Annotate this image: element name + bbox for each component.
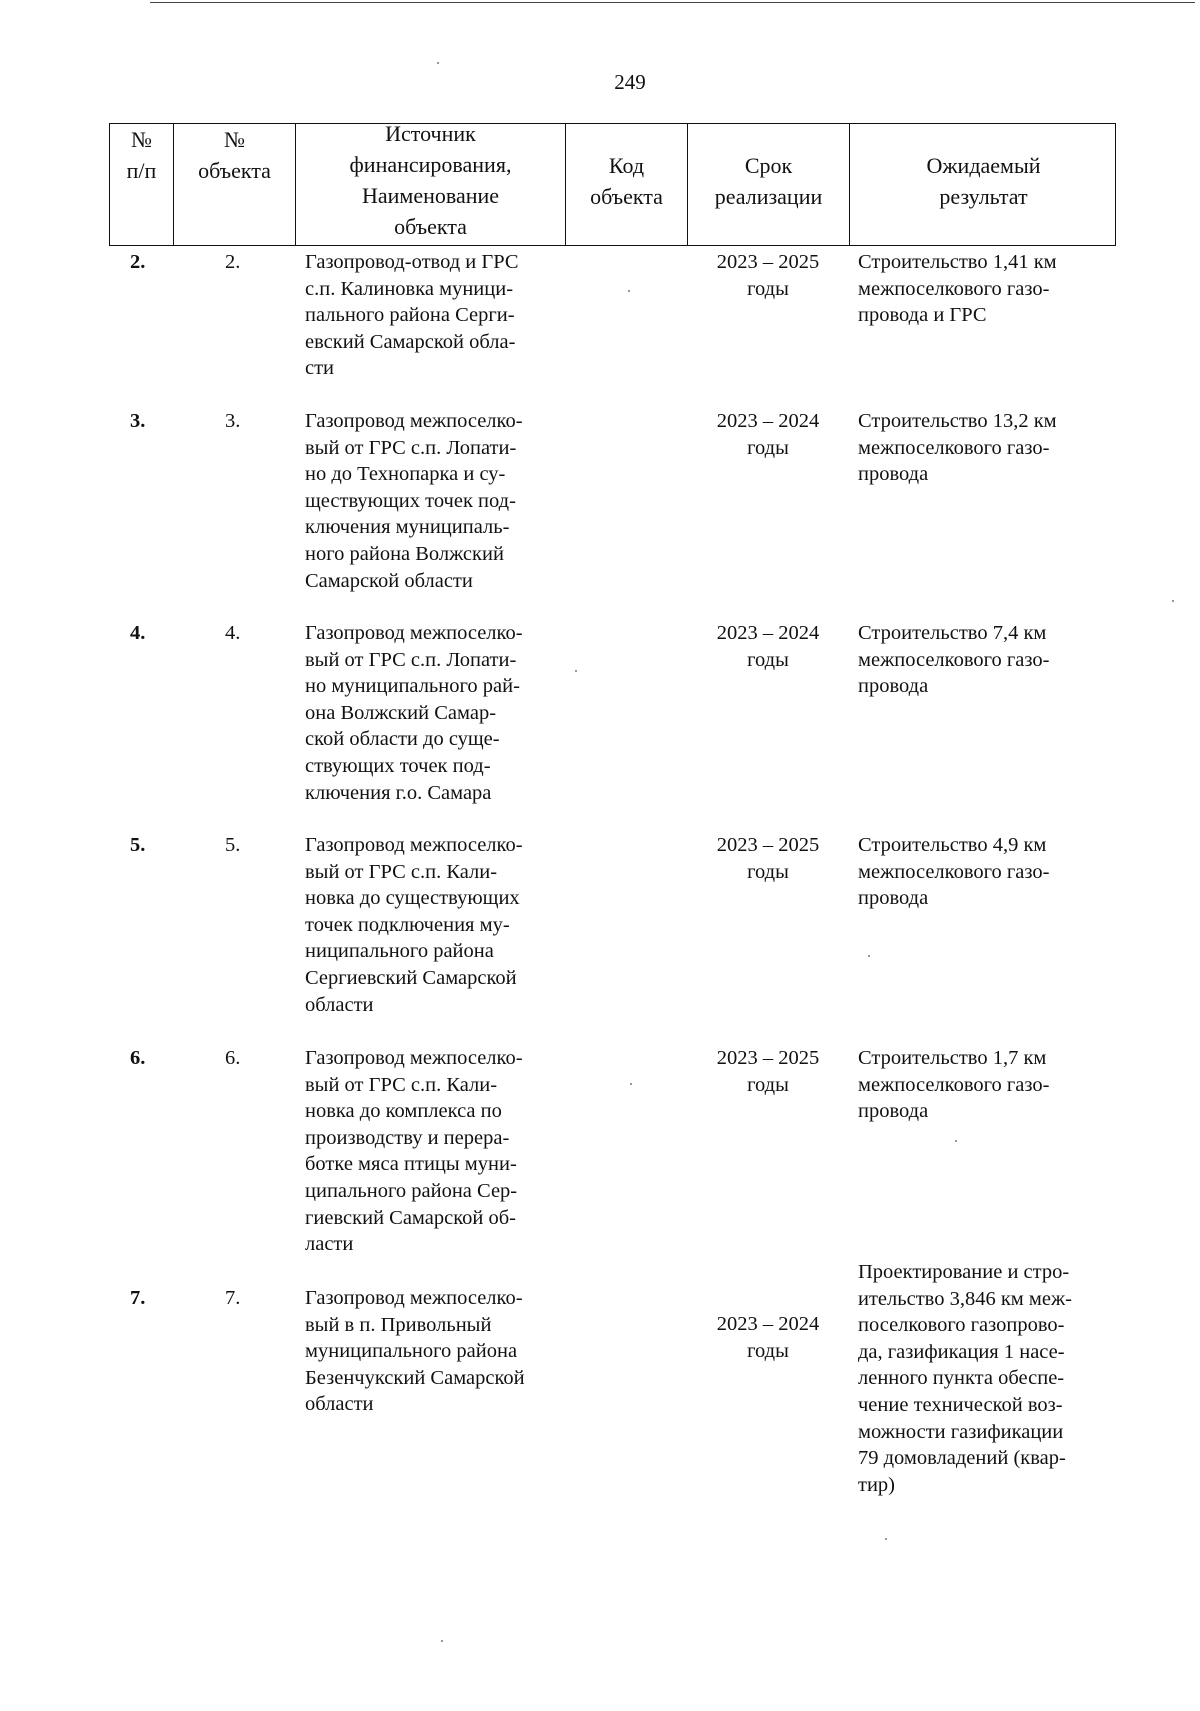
implementation-period xyxy=(687,249,849,302)
object-name-line: Газопровод межпоселко- xyxy=(305,1047,523,1069)
expected-result xyxy=(858,249,1108,329)
object-name-line: ципального района Сер- xyxy=(305,1179,518,1202)
object-number: 6. xyxy=(225,1047,241,1069)
scan-speck xyxy=(955,1140,957,1142)
object-number: 2. xyxy=(225,251,241,273)
implementation-period xyxy=(687,620,849,673)
header-object-number xyxy=(174,124,296,245)
row-number: 5. xyxy=(130,834,146,856)
object-name-line: с.п. Калиновка муници- xyxy=(305,277,514,300)
period-line: годы xyxy=(747,277,789,300)
header-line: Код xyxy=(608,153,645,178)
result-line: Строительство 13,2 км xyxy=(858,410,1057,432)
period-line: 2023 – 2024 xyxy=(716,410,820,432)
object-name-line: сти xyxy=(305,357,335,380)
result-line: Строительство 7,4 км xyxy=(858,622,1047,644)
period-line: годы xyxy=(747,1339,789,1362)
implementation-period xyxy=(687,1045,849,1098)
object-name xyxy=(305,249,565,382)
object-name-line: но до Технопарка и су- xyxy=(305,463,506,486)
result-line: ленного пункта обеспе- xyxy=(858,1367,1065,1390)
row-number: 6. xyxy=(130,1047,146,1069)
object-name-line: пального района Серги- xyxy=(305,304,515,327)
result-line: Строительство 4,9 км xyxy=(858,834,1047,856)
result-line: межпоселкового газо- xyxy=(858,648,1050,671)
result-line: ительство 3,846 км меж- xyxy=(858,1287,1072,1310)
header-line: № xyxy=(224,127,245,152)
result-line: Проектирование и стро- xyxy=(858,1261,1070,1283)
result-line: провода xyxy=(858,675,929,698)
object-name-line: ской области до суще- xyxy=(305,728,500,751)
result-line: межпоселкового газо- xyxy=(858,436,1050,459)
object-name-line: вый от ГРС с.п. Кали- xyxy=(305,1073,498,1096)
row-number: 2. xyxy=(130,251,146,273)
period-line: годы xyxy=(747,436,789,459)
object-name-line: муниципального района xyxy=(305,1340,518,1363)
header-expected-result xyxy=(850,124,1117,245)
expected-result xyxy=(858,1259,1108,1498)
object-name-line: вый в п. Привольный xyxy=(305,1313,492,1336)
header-line: объекта xyxy=(394,214,467,239)
result-line: провода xyxy=(858,463,929,486)
header-line: Срок xyxy=(744,153,793,178)
object-name-line: новка до комплекса по xyxy=(305,1100,502,1123)
result-line: 79 домовладений (квар- xyxy=(858,1447,1066,1470)
result-line: чение технической воз- xyxy=(858,1393,1063,1416)
result-line: провода xyxy=(858,1100,929,1123)
result-line: межпоселкового газо- xyxy=(858,277,1050,300)
expected-result xyxy=(858,620,1108,700)
object-name-line: области xyxy=(305,1393,374,1416)
header-row-number xyxy=(110,124,174,245)
period-line: 2023 – 2025 xyxy=(716,251,820,273)
object-name-line: ласти xyxy=(305,1233,354,1256)
table-header xyxy=(109,123,1116,246)
object-name xyxy=(305,408,565,594)
row-number: 3. xyxy=(130,410,146,432)
scan-speck xyxy=(868,955,870,957)
object-name-line: ключения муниципаль- xyxy=(305,516,510,539)
object-name-line: ниципального района xyxy=(305,940,494,963)
object-name-line: ботке мяса птицы муни- xyxy=(305,1153,517,1176)
object-number: 5. xyxy=(225,834,241,856)
scan-speck xyxy=(575,670,577,672)
header-implementation-period xyxy=(688,124,850,245)
scan-speck xyxy=(437,62,439,64)
object-name-line: вый от ГРС с.п. Лопати- xyxy=(305,648,517,671)
header-line: реализации xyxy=(714,184,823,209)
scan-speck xyxy=(441,1640,443,1642)
row-number: 7. xyxy=(130,1287,146,1309)
object-name-line: ствующих точек под- xyxy=(305,754,491,777)
header-line: № xyxy=(131,127,152,152)
object-name-line: области xyxy=(305,993,374,1016)
object-name-line: Газопровод-отвод и ГРС xyxy=(305,251,519,273)
object-name-line: новка до существующих xyxy=(305,887,520,910)
expected-result xyxy=(858,408,1108,488)
object-name-line: точек подключения му- xyxy=(305,913,510,936)
header-line: п/п xyxy=(126,158,157,183)
result-line: Строительство 1,41 км xyxy=(858,251,1057,273)
period-line: 2023 – 2025 xyxy=(716,1047,820,1069)
object-name xyxy=(305,832,565,1018)
object-name-line: ключения г.о. Самара xyxy=(305,781,492,804)
object-name-line: евский Самарской обла- xyxy=(305,330,516,353)
object-name-line: Газопровод межпоселко- xyxy=(305,410,523,432)
header-line: Ожидаемый xyxy=(926,153,1041,178)
header-object-code xyxy=(566,124,688,245)
object-name-line: она Волжский Самар- xyxy=(305,701,497,724)
object-name-line: производству и перера- xyxy=(305,1126,510,1149)
period-line: 2023 – 2025 xyxy=(716,834,820,856)
object-name-line: Самарской области xyxy=(305,569,473,592)
period-line: 2023 – 2024 xyxy=(716,622,820,644)
period-line: 2023 – 2024 xyxy=(716,1313,820,1335)
top-scan-rule xyxy=(150,2,1195,3)
object-number: 3. xyxy=(225,410,241,432)
object-name-line: Газопровод межпоселко- xyxy=(305,834,523,856)
object-name-line: ного района Волжский xyxy=(305,542,504,565)
header-line: объекта xyxy=(590,184,663,209)
row-number: 4. xyxy=(130,622,146,644)
object-name-line: Сергиевский Самарской xyxy=(305,966,517,989)
object-name xyxy=(305,1285,565,1418)
object-name xyxy=(305,1045,565,1258)
expected-result xyxy=(858,1045,1108,1125)
period-line: годы xyxy=(747,860,789,883)
page-number: 249 xyxy=(614,70,646,94)
header-financing-source xyxy=(296,121,566,245)
header-line: Источник xyxy=(385,121,476,146)
object-name-line: Безенчукский Самарской xyxy=(305,1366,525,1389)
result-line: можности газификации xyxy=(858,1420,1064,1443)
result-line: межпоселкового газо- xyxy=(858,1073,1050,1096)
object-name-line: ществующих точек под- xyxy=(305,489,516,512)
scan-speck xyxy=(628,290,630,292)
scan-speck xyxy=(630,1083,632,1085)
result-line: межпоселкового газо- xyxy=(858,860,1050,883)
object-number: 4. xyxy=(225,622,241,644)
scan-speck xyxy=(885,1538,887,1540)
expected-result xyxy=(858,832,1108,912)
implementation-period xyxy=(687,1311,849,1364)
object-name xyxy=(305,620,565,806)
object-name-line: Газопровод межпоселко- xyxy=(305,1287,523,1309)
result-line: Строительство 1,7 км xyxy=(858,1047,1047,1069)
object-name-line: Газопровод межпоселко- xyxy=(305,622,523,644)
object-number: 7. xyxy=(225,1287,241,1309)
scan-speck xyxy=(1172,600,1174,602)
implementation-period xyxy=(687,832,849,885)
result-line: провода и ГРС xyxy=(858,304,987,327)
object-name-line: но муниципального рай- xyxy=(305,675,520,698)
object-name-line: вый от ГРС с.п. Лопати- xyxy=(305,436,517,459)
object-name-line: гиевский Самарской об- xyxy=(305,1206,516,1229)
header-line: объекта xyxy=(198,158,271,183)
result-line: тир) xyxy=(858,1473,896,1496)
object-name-line: вый от ГРС с.п. Кали- xyxy=(305,860,498,883)
result-line: поселкового газопрово- xyxy=(858,1314,1065,1337)
period-line: годы xyxy=(747,1073,789,1096)
period-line: годы xyxy=(747,648,789,671)
header-line: Наименование xyxy=(361,183,500,208)
header-line: результат xyxy=(939,184,1028,209)
implementation-period xyxy=(687,408,849,461)
result-line: да, газификация 1 насе- xyxy=(858,1340,1065,1363)
result-line: провода xyxy=(858,887,929,910)
header-line: финансирования, xyxy=(349,152,512,177)
